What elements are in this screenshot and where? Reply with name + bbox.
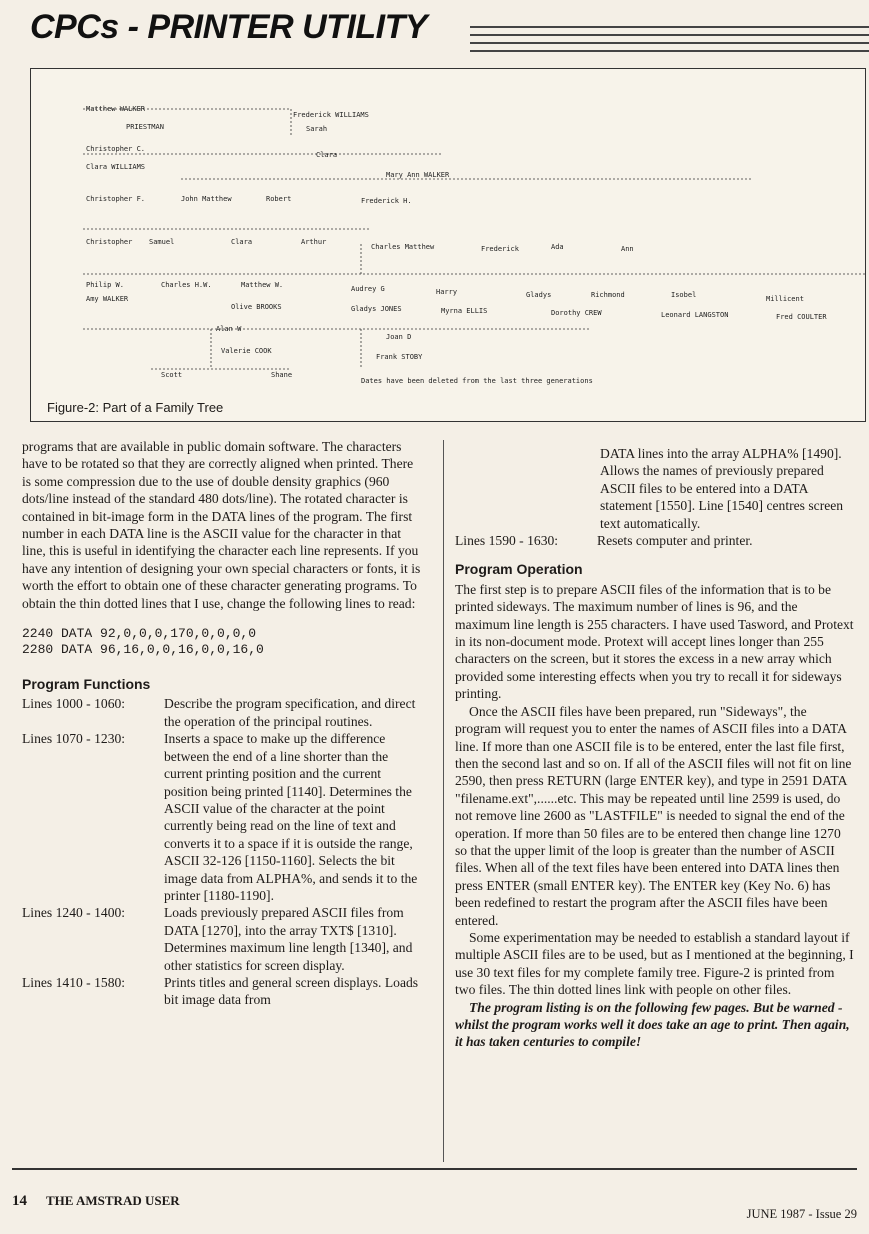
intro-paragraph: programs that are available in public domain software. The characters have to be rotated so that they are correctly aligned when printed. There is some compression due to the use of double density graphics (960 dots/line instead of the standard 480 dots/line). The rotated character is contained in bit-image form in the DATA lines of the program. The first number in each DATA line is the ASCII value for the character in that line, this is useful in identifying the character each line represents. If you have any intention of designing your own special characters or fonts, it is worth the effort to obtain one of these character generating programs. To obtain the thin dotted lines that I use, change the following lines to read:: [22, 439, 421, 611]
svg-text:Gladys: Gladys: [526, 291, 552, 299]
operation-heading: Program Operation: [455, 561, 583, 578]
function-range: Lines 1590 - 1630:: [455, 533, 559, 549]
function-desc: Resets computer and printer.: [597, 533, 753, 549]
svg-text:Gladys JONES: Gladys JONES: [351, 305, 402, 313]
svg-text:Dorothy CREW: Dorothy CREW: [551, 309, 602, 317]
svg-text:Christopher: Christopher: [86, 238, 133, 246]
svg-text:Alan W: Alan W: [216, 325, 242, 333]
function-range: Lines 1000 - 1060:: [22, 696, 126, 712]
continuation-text: DATA lines into the array ALPHA% [1490]. Allows the names of previously prepared ASCII files to be entered into a DATA statement [1550]. Line [1540] centres screen text automatically.: [600, 446, 844, 531]
right-column: [455, 445, 855, 1051]
svg-text:Ada: Ada: [551, 243, 564, 251]
svg-text:Amy WALKER: Amy WALKER: [86, 295, 129, 303]
svg-text:Harry: Harry: [436, 288, 458, 296]
svg-text:Clara: Clara: [316, 151, 338, 159]
function-row: [22, 974, 422, 1009]
function-range: Lines 1070 - 1230:: [22, 731, 126, 747]
page-title: CPCs - PRINTER UTILITY: [30, 8, 428, 46]
header-rules: [470, 26, 869, 58]
svg-text:Audrey G: Audrey G: [351, 285, 385, 293]
svg-text:Richmond: Richmond: [591, 291, 625, 299]
svg-text:Christopher C.: Christopher C.: [86, 145, 146, 153]
svg-text:Myrna ELLIS: Myrna ELLIS: [441, 307, 488, 315]
function-desc: Prints titles and general screen displays. Loads bit image data from: [164, 974, 419, 1008]
operation-paragraph: The first step is to prepare ASCII files of the information that is to be printed sideways. The maximum number of lines is 96, and the maximum line length is 255 characters. I have used Tasword, and Protext in its non-document mode. Protext will accept lines longer than 255 characters on the screen, but it stores the excess in a new array which provided some interesting effects when you try to recall it for sideways printing.: [455, 581, 854, 702]
svg-text:PRIESTMAN: PRIESTMAN: [126, 123, 164, 131]
svg-text:Dates have been deleted from t: Dates have been deleted from the last three generations: [361, 377, 593, 385]
svg-text:Isobel: Isobel: [671, 291, 697, 299]
svg-text:Olive BROOKS: Olive BROOKS: [231, 303, 282, 311]
code-line: 2280 DATA 96,16,0,0,16,0,0,16,0: [22, 642, 264, 658]
column-divider: [443, 440, 444, 1162]
svg-text:Ann: Ann: [621, 245, 634, 253]
svg-text:Mary Ann WALKER: Mary Ann WALKER: [386, 171, 450, 179]
svg-text:Christopher F.: Christopher F.: [86, 195, 146, 203]
svg-text:Samuel: Samuel: [149, 238, 175, 246]
function-range: Lines 1240 - 1400:: [22, 905, 126, 921]
svg-text:Frederick H.: Frederick H.: [361, 197, 412, 205]
svg-text:Clara: Clara: [231, 238, 253, 246]
svg-text:Frederick: Frederick: [481, 245, 519, 253]
svg-text:Millicent: Millicent: [766, 295, 804, 303]
issue-label: JUNE 1987 - Issue 29: [746, 1207, 857, 1221]
svg-text:Leonard LANGSTON: Leonard LANGSTON: [661, 311, 729, 319]
figure-caption: Figure-2: Part of a Family Tree: [47, 400, 224, 415]
svg-text:Matthew W.: Matthew W.: [241, 281, 284, 289]
code-line: 2240 DATA 92,0,0,0,170,0,0,0,0: [22, 626, 257, 642]
operation-paragraph: Some experimentation may be needed to establish a standard layout if multiple ASCII files are to be used, but as I mentioned at the beginning, I use 30 text files for my complete family tree. Figure-2 is printed from two files. The thin dotted lines link with people on other files.: [455, 929, 854, 998]
svg-text:Philip W.: Philip W.: [86, 281, 124, 289]
family-tree-figure: [30, 68, 866, 422]
svg-text:Sarah: Sarah: [306, 125, 328, 133]
svg-text:Valerie COOK: Valerie COOK: [221, 347, 272, 355]
svg-text:Shane: Shane: [271, 371, 293, 379]
svg-text:Scott: Scott: [161, 371, 183, 379]
function-range: Lines 1410 - 1580:: [22, 974, 126, 990]
closing-note: The program listing is on the following few pages. But be warned - whilst the program works well it does take an age to print. Then again, it has taken centuries to compile!: [455, 999, 850, 1050]
svg-text:Charles H.W.: Charles H.W.: [161, 281, 212, 289]
svg-text:Robert: Robert: [266, 195, 292, 203]
magazine-name: THE AMSTRAD USER: [46, 1193, 180, 1208]
function-row: [22, 904, 422, 974]
tree-names: [86, 105, 827, 385]
function-row: [455, 532, 855, 549]
svg-text:Frank STOBY: Frank STOBY: [376, 353, 423, 361]
function-row: [22, 695, 422, 730]
footer-left: [12, 1193, 180, 1210]
svg-text:Joan D: Joan D: [386, 333, 412, 341]
svg-text:Arthur: Arthur: [301, 238, 327, 246]
svg-text:Clara WILLIAMS: Clara WILLIAMS: [86, 163, 146, 171]
function-row: [22, 730, 422, 904]
code-listing: [22, 626, 422, 658]
left-column: [22, 438, 422, 1009]
svg-text:Matthew WALKER: Matthew WALKER: [86, 105, 146, 113]
svg-text:Charles Matthew: Charles Matthew: [371, 243, 435, 251]
function-desc: Inserts a space to make up the difference between the end of a line shorter than the current printing position and the current position being printed [1140]. Determines the ASCII value of the character at the point currently being read on the line of text and converts it to a space if it is outside the range, ASCII 32-126 [1150-1160]. Selects the bit image data from ALPHA%, and sends it to the printer [1180-1190].: [164, 731, 418, 903]
function-desc: Loads previously prepared ASCII files from DATA [1270], into the array TXT$ [1310]. Determines maximum line length [1340], and other statistics for screen display.: [164, 905, 413, 973]
svg-text:John Matthew: John Matthew: [181, 195, 232, 203]
operation-paragraph: Once the ASCII files have been prepared, run "Sideways", the program will request you to enter the names of ASCII files into a DATA line. If more than one ASCII file is to be entered, enter the last file first, then the second last and so on. If all of the ASCII files will not fit on line 2590, then press RETURN (large ENTER key), and type in 2591 DATA "filename.ext",......etc. This may be repeated until line 2599 is used, do not remove line 2600 as "LASTFILE" is needed to signal the end of the operation. If more than 50 files are to be entered then change line 1270 so that the upper limit of the loop is greater than the number of ASCII files. When all of the text files have been entered into DATA lines then press ENTER (small ENTER key). The ENTER key (Key No. 6) has been redefined to restart the program after the ASCII files have been entered.: [455, 703, 852, 928]
functions-heading: Program Functions: [22, 676, 151, 693]
function-desc: Describe the program specification, and direct the operation of the principal routines.: [164, 696, 416, 729]
svg-text:Frederick WILLIAMS: Frederick WILLIAMS: [293, 111, 369, 119]
page-number: 14: [12, 1193, 27, 1209]
family-tree-chart: [31, 69, 867, 389]
footer-rule: [12, 1168, 857, 1170]
svg-text:Fred COULTER: Fred COULTER: [776, 313, 827, 321]
